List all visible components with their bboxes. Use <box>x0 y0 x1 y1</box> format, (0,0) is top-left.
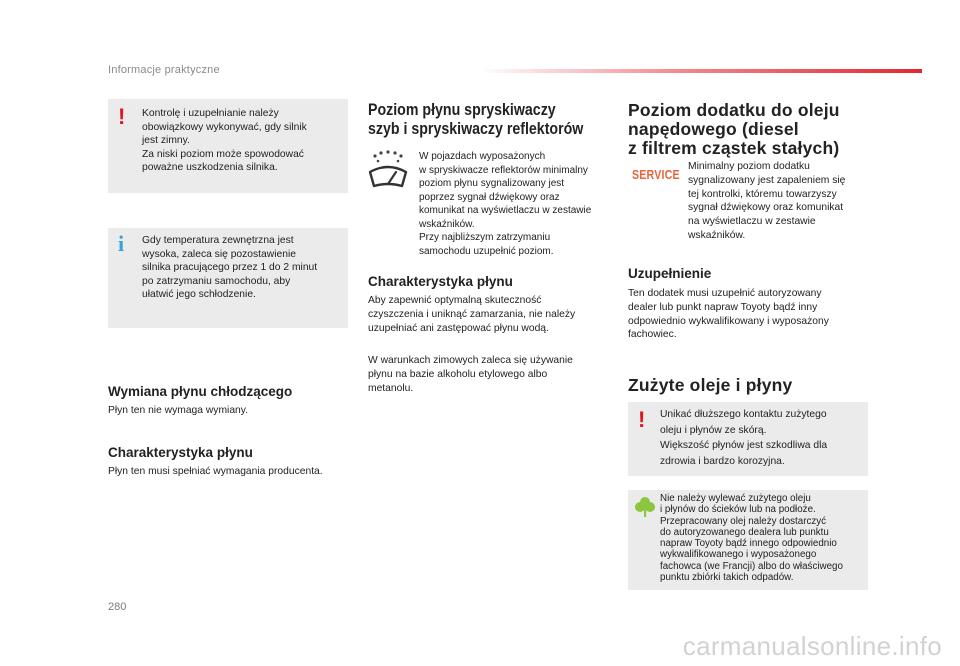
info-text: Gdy temperatura zewnętrzna jest wysoka, zaleca się pozostawienie silnika pracującego przez 1 do 2 minut po zatrzymaniu samochodu, aby ułatwić jego schłodzenie. <box>142 235 318 301</box>
refill-text: Ten dodatek musi uzupełnić autoryzowany dealer lub punkt napraw Toyoty bądź inny odpowiednio wykwalifikowany i wyposażony fachowiec. <box>628 288 829 341</box>
coolant-spec-text: Płyn ten musi spełniać wymagania producenta. <box>108 466 323 477</box>
washer-heading: Poziom płynu spryskiwaczy szyb i spryskiwaczy reflektorów <box>368 101 584 138</box>
additive-heading: Poziom dodatku do oleju napędowego (diesel z filtrem cząstek stałych) <box>628 100 840 158</box>
page-number: 280 <box>108 601 127 613</box>
coolant-text: Płyn ten nie wymaga wymiany. <box>108 405 249 416</box>
used-oils-warning-box <box>628 402 868 476</box>
header-accent-bar <box>480 69 922 73</box>
eco-box <box>628 490 868 590</box>
coolant-heading: Wymiana płynu chłodzącego <box>108 384 293 399</box>
watermark: carmanualsonline.info <box>682 631 942 661</box>
washer-fluid-icon <box>366 150 410 194</box>
warning-icon: ! <box>638 407 646 432</box>
coolant-spec-heading: Charakterystyka płynu <box>108 445 253 460</box>
refill-heading: Uzupełnienie <box>628 266 712 281</box>
info-box <box>108 228 348 328</box>
warning-icon: ! <box>118 104 126 129</box>
washer-spec-text-2: W warunkach zimowych zaleca się używanie płynu na bazie alkoholu etylowego albo metanolu. <box>368 355 573 394</box>
eco-text: Nie należy wylewać zużytego oleju i płynów do ścieków lub na podłoże. Przepracowany olej należy dostarczyć do autoryzowanego dealera lub punktu napraw Toyoty bądź innego odpowiednio wykwalifikowanego i wyposażonego fachowca (we Francji) albo do właściwego punktu zbiórki takich odpadów. <box>660 493 843 584</box>
info-icon: i <box>118 231 125 256</box>
service-warning-light: SERVICE <box>632 167 680 182</box>
washer-spec-text-1: Aby zapewnić optymalną skuteczność czyszczenia i uniknąć zamarzania, nie należy uzupełniać ani zastępować płynu wodą. <box>368 295 576 334</box>
leaf-eco-icon <box>634 496 656 518</box>
washer-icon-text: W pojazdach wyposażonych w spryskiwacze reflektorów minimalny poziom płynu sygnalizowany jest poprzez sygnał dźwiękowy oraz komunikat na wyświetlaczu w zestawie wskaźników. Przy najbliższym zatrzymaniu samochodu uzupełnić poziom. <box>419 151 592 257</box>
service-text: Minimalny poziom dodatku sygnalizowany jest zapaleniem się tej kontrolki, któremu towarzyszy sygnał dźwiękowy oraz komunikat na wyświetlaczu w zestawie wskaźników. <box>688 161 846 241</box>
used-oils-heading: Zużyte oleje i płyny <box>628 375 793 395</box>
used-oils-warning-text: Unikać dłuższego kontaktu zużytego oleju i płynów ze skórą. Większość płynów jest szkodliwa dla zdrowia i bardzo korozyjna. <box>660 409 828 467</box>
warning-box <box>108 99 348 193</box>
section-title: Informacje praktyczne <box>108 64 220 76</box>
washer-spec-heading: Charakterystyka płynu <box>368 274 513 289</box>
warning-text: Kontrolę i uzupełnianie należy obowiązkowy wykonywać, gdy silnik jest zimny. Za niski poziom może spowodować poważne uszkodzenia silnika. <box>142 108 307 174</box>
